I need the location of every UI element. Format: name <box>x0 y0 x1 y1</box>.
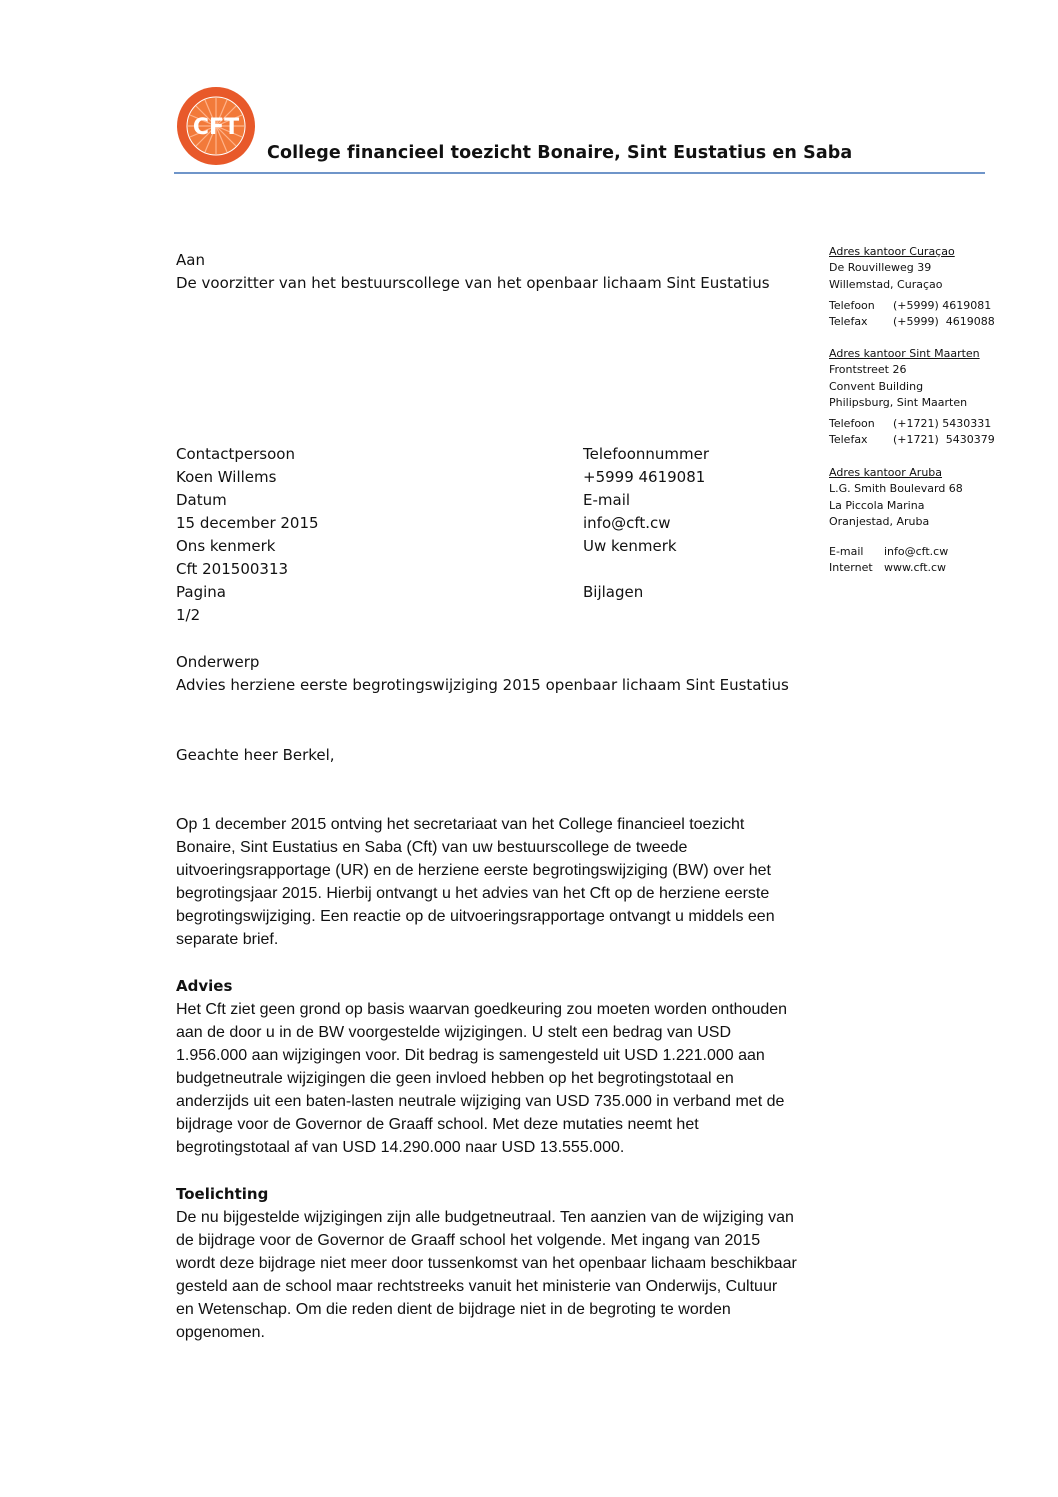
internet-label: Internet <box>829 561 873 575</box>
paragraph-line: aan de door u in de BW voorgestelde wijzigingen. U stelt een bedrag van USD <box>176 1024 731 1041</box>
paragraph-line: opgenomen. <box>176 1324 265 1341</box>
toelichting-heading: Toelichting <box>176 1185 269 1203</box>
phone-number-value: +5999 4619081 <box>583 468 706 486</box>
paragraph-line: gesteld aan de school maar rechtstreeks vanuit het ministerie van Onderwijs, Cultuur <box>176 1278 778 1295</box>
meta-left <box>176 443 319 627</box>
svg-text:CFT: CFT <box>192 115 240 140</box>
office-sint-maarten <box>829 346 995 449</box>
paragraph-line: De nu bijgestelde wijzigingen zijn alle budgetneutraal. Ten aanzien van de wijziging van <box>176 1209 794 1226</box>
addressee-value: De voorzitter van het bestuurscollege van het openbaar lichaam Sint Eustatius <box>176 274 770 292</box>
intro-paragraph <box>176 813 896 951</box>
advies-paragraph <box>176 998 896 1159</box>
office-sint-maarten-line: Frontstreet 26 <box>829 363 907 377</box>
organization-title: College financieel toezicht Bonaire, Sint Eustatius en Saba <box>267 143 853 163</box>
paragraph-line: Op 1 december 2015 ontving het secretariaat van het College financieel toezicht <box>176 816 745 833</box>
subject-value: Advies herziene eerste begrotingswijziging 2015 openbaar lichaam Sint Eustatius <box>176 676 789 694</box>
page-label: Pagina <box>176 583 226 601</box>
paragraph-line: begrotingswijziging. Een reactie op de uitvoeringsrapportage ontvangt u middels een <box>176 908 775 925</box>
contact-label: Contactpersoon <box>176 445 295 463</box>
email-link[interactable]: info@cft.cw <box>884 545 949 559</box>
fax-value: (+5999) 4619088 <box>893 315 995 329</box>
paragraph-line: begrotingstotaal af van USD 14.290.000 naar USD 13.555.000. <box>176 1139 625 1156</box>
subject-label: Onderwerp <box>176 653 260 671</box>
contact-value: Koen Willems <box>176 468 277 486</box>
office-aruba-line: L.G. Smith Boulevard 68 <box>829 482 963 496</box>
our-ref-value: Cft 201500313 <box>176 560 289 578</box>
office-sint-maarten-line: Convent Building <box>829 379 924 393</box>
paragraph-line: de bijdrage voor de Governor de Graaff school het volgende. Met ingang van 2015 <box>176 1232 761 1249</box>
office-aruba <box>829 465 963 577</box>
email-label: E-mail <box>583 491 631 509</box>
toelichting-paragraph <box>176 1206 896 1344</box>
paragraph-line: uitvoeringsrapportage (UR) en de herziene eerste begrotingswijziging (BW) over het <box>176 862 771 879</box>
salutation: Geachte heer Berkel, <box>176 746 335 764</box>
email-label: E-mail <box>829 545 864 559</box>
phone-label: Telefoon <box>829 298 875 312</box>
addressee-label: Aan <box>176 251 205 269</box>
paragraph-line: bijdrage voor de Governor de Graaff school. Met deze mutaties neemt het <box>176 1116 699 1133</box>
phone-number-label: Telefoonnummer <box>583 445 710 463</box>
office-curacao-line: De Rouvilleweg 39 <box>829 261 932 275</box>
phone-value: (+1721) 5430331 <box>893 417 992 431</box>
paragraph-line: Het Cft ziet geen grond op basis waarvan goedkeuring zou moeten worden onthouden <box>176 1001 788 1018</box>
paragraph-line: separate brief. <box>176 931 279 948</box>
advies-heading: Advies <box>176 977 233 995</box>
office-sint-maarten-title: Adres kantoor Sint Maarten <box>829 347 980 360</box>
office-aruba-line: La Piccola Marina <box>829 498 925 512</box>
phone-value: (+5999) 4619081 <box>893 298 992 312</box>
paragraph-line: 1.956.000 aan wijzigingen voor. Dit bedrag is samengesteld uit USD 1.221.000 aan <box>176 1047 765 1064</box>
cft-logo-icon <box>176 86 256 166</box>
page-value: 1/2 <box>176 606 201 624</box>
paragraph-line: anderzijds uit een baten-lasten neutrale wijziging van USD 735.000 in verband met de <box>176 1093 785 1110</box>
phone-label: Telefoon <box>829 417 875 431</box>
email-value[interactable]: info@cft.cw <box>583 514 671 532</box>
your-ref-label: Uw kenmerk <box>583 537 677 555</box>
fax-label: Telefax <box>829 433 868 447</box>
your-ref-value <box>583 558 709 581</box>
fax-label: Telefax <box>829 315 868 329</box>
header-divider <box>174 172 985 174</box>
paragraph-line: budgetneutrale wijzigingen die geen invloed hebben op het begrotingstotaal en <box>176 1070 734 1087</box>
office-aruba-title: Adres kantoor Aruba <box>829 466 943 479</box>
office-curacao-line: Willemstad, Curaçao <box>829 277 943 291</box>
attachments-label: Bijlagen <box>583 583 644 601</box>
office-aruba-line: Oranjestad, Aruba <box>829 514 930 528</box>
our-ref-label: Ons kenmerk <box>176 537 276 555</box>
meta-right <box>583 443 709 604</box>
paragraph-line: en Wetenschap. Om die reden dient de bijdrage niet in de begroting te worden <box>176 1301 731 1318</box>
office-sint-maarten-line: Philipsburg, Sint Maarten <box>829 395 968 409</box>
paragraph-line: wordt deze bijdrage niet meer door tussenkomst van het openbaar lichaam beschikbaar <box>176 1255 797 1272</box>
fax-value: (+1721) 5430379 <box>893 433 995 447</box>
office-curacao <box>829 244 995 330</box>
date-label: Datum <box>176 491 227 509</box>
office-curacao-title: Adres kantoor Curaçao <box>829 245 955 258</box>
paragraph-line: Bonaire, Sint Eustatius en Saba (Cft) van uw bestuurscollege de tweede <box>176 839 688 856</box>
paragraph-line: begrotingsjaar 2015. Hierbij ontvangt u het advies van het Cft op de herziene eerste <box>176 885 770 902</box>
website-link[interactable]: www.cft.cw <box>884 561 947 575</box>
date-value: 15 december 2015 <box>176 514 319 532</box>
